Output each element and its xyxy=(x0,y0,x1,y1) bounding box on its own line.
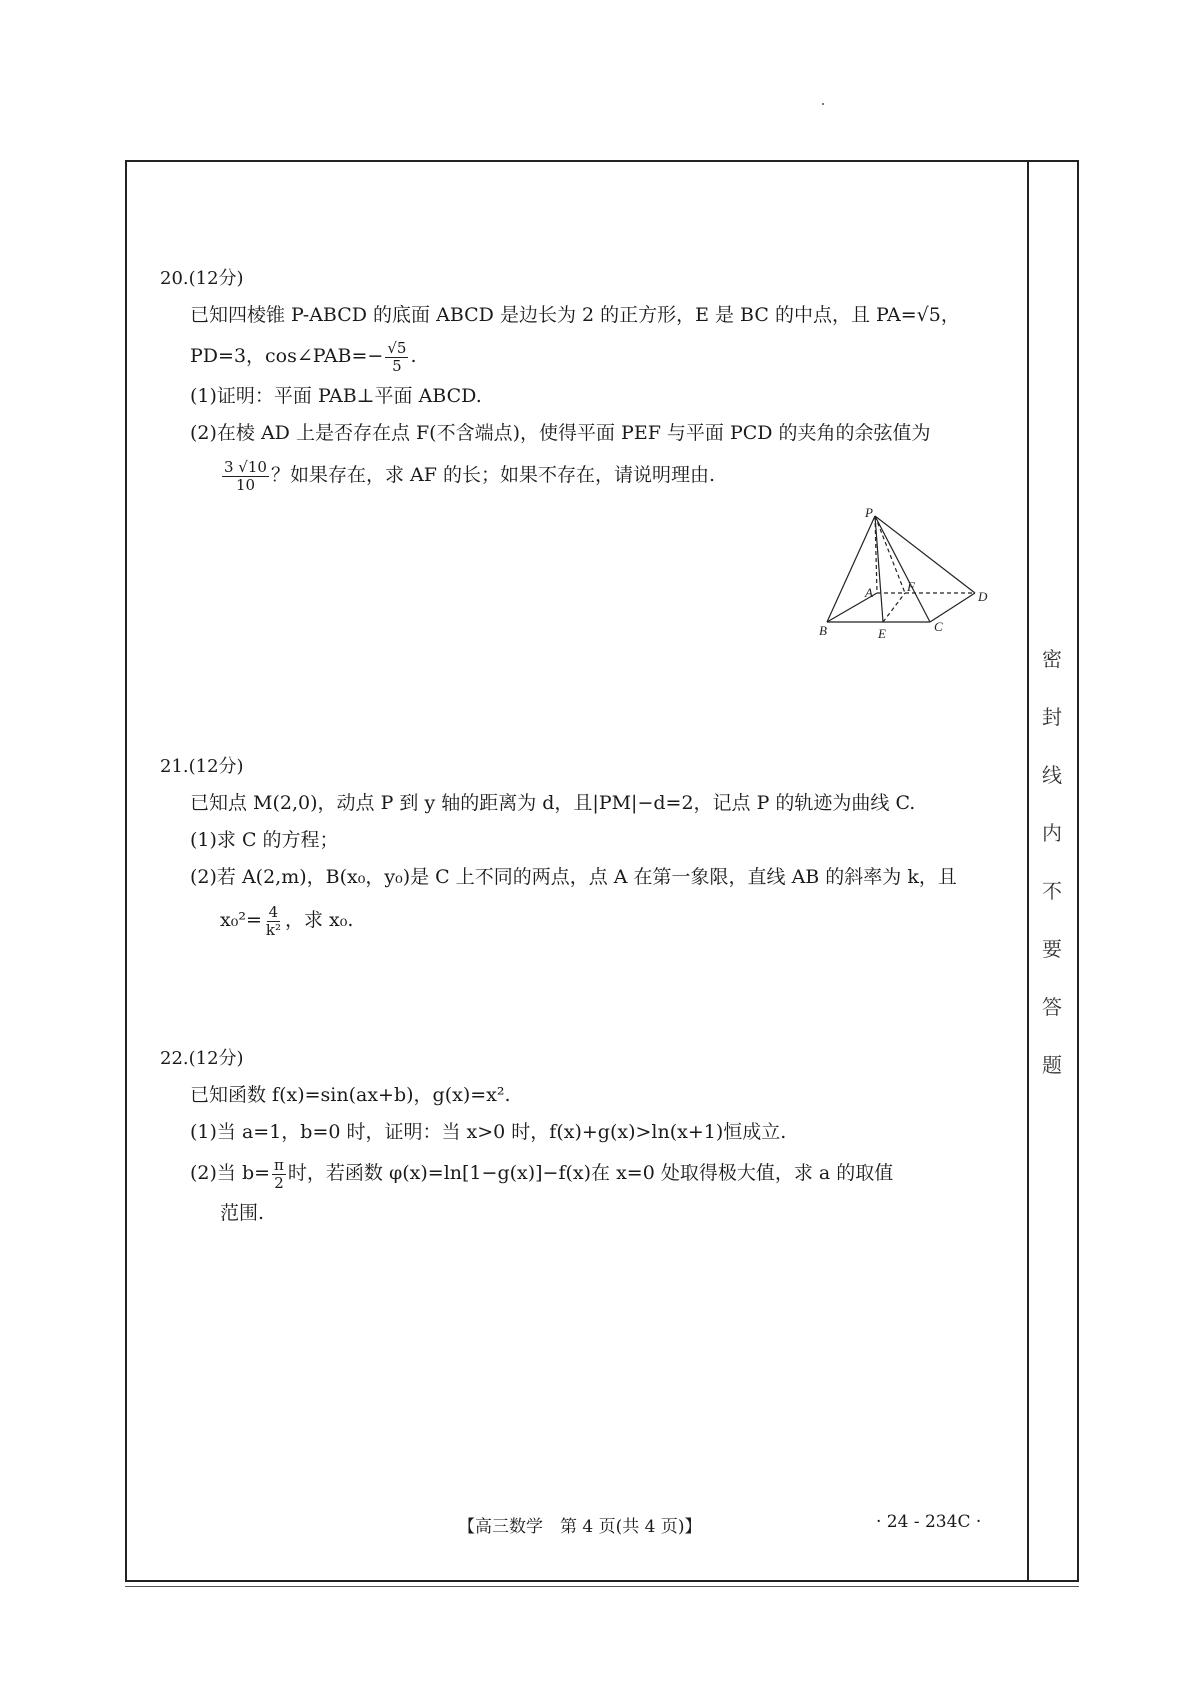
seal-char: 封 xyxy=(1042,705,1062,729)
stem-text: . xyxy=(410,345,417,367)
problem-stem: 已知四棱锥 P-ABCD 的底面 ABCD 是边长为 2 的正方形，E 是 BC 的中点，且 PA=√5， xyxy=(190,304,960,326)
edge-PC xyxy=(875,516,930,622)
problem-number: 22.(12分) xyxy=(160,1048,244,1069)
part-2-line2 xyxy=(160,896,957,944)
problem-20 xyxy=(160,260,960,498)
seal-char: 答 xyxy=(1042,995,1062,1019)
label-A: A xyxy=(865,585,873,600)
part-text: x₀²= xyxy=(220,909,262,931)
fraction-denominator: 5 xyxy=(392,356,402,375)
part-text: (2)当 b= xyxy=(190,1162,271,1184)
edge-PD xyxy=(875,516,975,593)
problem-number: 20.(12分) xyxy=(160,268,244,289)
part-2: (2)若 A(2,m)，B(x₀，y₀)是 C 上不同的两点，点 A 在第一象限，直线 AB 的斜率为 k，且 xyxy=(190,866,957,888)
seal-char: 线 xyxy=(1042,763,1062,787)
fraction xyxy=(272,1157,286,1192)
label-E: E xyxy=(878,626,886,641)
seal-char: 内 xyxy=(1042,821,1062,845)
fraction xyxy=(385,340,408,375)
seal-char: 要 xyxy=(1042,937,1062,961)
part-2: (2)在棱 AD 上是否存在点 F(不含端点)，使得平面 PEF 与平面 PCD 的夹角的余弦值为 xyxy=(190,422,931,444)
label-P: P xyxy=(865,505,873,520)
pyramid-figure xyxy=(815,505,995,645)
fraction-numerator: π xyxy=(274,1155,284,1174)
part-1: (1)求 C 的方程； xyxy=(190,829,339,851)
bottom-rule xyxy=(125,1586,1079,1587)
problem-22 xyxy=(160,1040,893,1232)
fraction-denominator: 10 xyxy=(235,475,256,494)
fraction-numerator: √5 xyxy=(387,338,407,357)
seal-char: 密 xyxy=(1042,647,1062,671)
label-F: F xyxy=(907,579,915,594)
part-text: 时，若函数 φ(x)=ln[1−g(x)]−f(x)在 x=0 处取得极大值，求 a 的取值 xyxy=(287,1162,894,1184)
stem-text: PD=3，cos∠PAB=− xyxy=(190,345,384,367)
edge-PB xyxy=(827,516,875,622)
part-1: (1)证明：平面 PAB⊥平面 ABCD. xyxy=(190,385,482,407)
problem-number: 21.(12分) xyxy=(160,756,244,777)
page-footer-code: · 24 - 234C · xyxy=(876,1512,982,1532)
seal-char: 题 xyxy=(1042,1053,1062,1077)
fraction xyxy=(222,459,269,494)
seal-line-text xyxy=(1034,630,1070,1094)
seal-line xyxy=(1027,160,1029,1582)
fraction-numerator: 4 xyxy=(268,902,279,921)
problem-21 xyxy=(160,748,957,944)
page-footer-title: 【高三数学 第 4 页(共 4 页)】 xyxy=(458,1517,702,1537)
fraction-denominator: 2 xyxy=(274,1173,284,1192)
part-1: (1)当 a=1，b=0 时，证明：当 x>0 时，f(x)+g(x)>ln(x+1)恒成立. xyxy=(190,1121,787,1143)
part-text: ，求 x₀. xyxy=(284,909,354,931)
part-text: ？如果存在，求 AF 的长；如果不存在，请说明理由. xyxy=(270,464,715,486)
problem-stem: 已知函数 f(x)=sin(ax+b)，g(x)=x². xyxy=(190,1084,511,1106)
part-2 xyxy=(160,1151,893,1195)
part-2-line2: 范围. xyxy=(220,1202,265,1224)
label-D: D xyxy=(978,589,988,604)
edge-CD xyxy=(930,593,975,622)
fraction-denominator: k² xyxy=(265,920,281,939)
seal-char: 不 xyxy=(1042,879,1062,903)
edge-EF xyxy=(883,593,905,622)
fraction-numerator: 3 √10 xyxy=(224,457,267,476)
label-B: B xyxy=(819,623,827,638)
problem-stem-line2 xyxy=(160,334,960,378)
part-2-line2 xyxy=(160,452,960,498)
label-C: C xyxy=(934,619,943,634)
scan-speck xyxy=(822,103,824,105)
problem-stem: 已知点 M(2,0)，动点 P 到 y 轴的距离为 d，且|PM|−d=2，记点 P 的轨迹为曲线 C. xyxy=(190,792,916,814)
fraction xyxy=(264,904,283,939)
